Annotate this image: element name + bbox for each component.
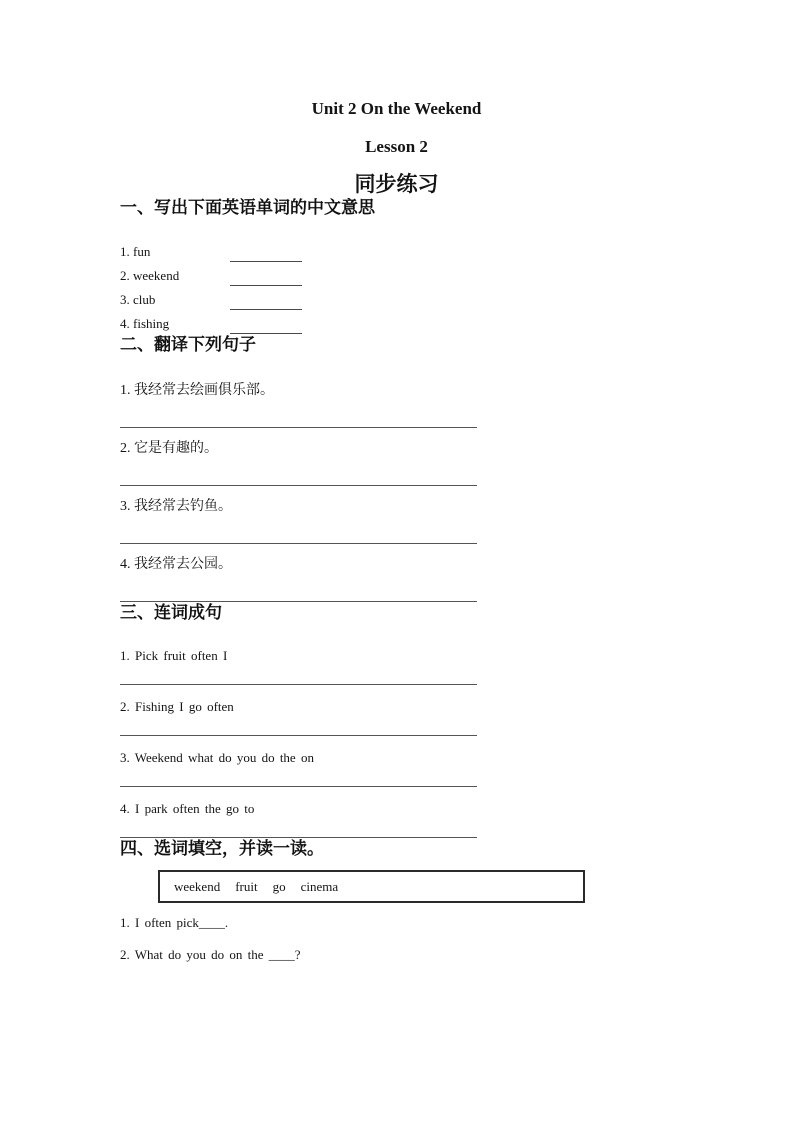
lesson-title: Lesson 2	[365, 137, 428, 156]
reorder-sentence: 2. Fishing I go often	[120, 699, 234, 714]
word-bank-word: fruit	[235, 878, 258, 894]
word-label: 1. fun	[120, 244, 151, 259]
section-3-heading: 三、连词成句	[120, 603, 222, 622]
translate-sentence: 3. 我经常去钓鱼。	[120, 499, 232, 514]
section-2-items	[120, 382, 585, 602]
word-bank-word: cinema	[300, 878, 339, 894]
word-item	[120, 238, 585, 262]
section-1-heading: 一、写出下面英语单词的中文意思	[120, 198, 375, 217]
section-2-heading: 二、翻译下列句子	[120, 335, 256, 354]
answer-blank-line	[230, 244, 302, 262]
answer-line	[120, 786, 477, 787]
reorder-sentence: 4. I park often the go to	[120, 801, 255, 816]
unit-title: Unit 2 On the Weekend	[311, 99, 482, 118]
word-label: 2. weekend	[120, 268, 180, 283]
translate-sentence: 2. 它是有趣的。	[120, 441, 218, 456]
word-bank-box	[158, 870, 585, 903]
section-4-body	[120, 870, 585, 963]
answer-blank-line	[230, 292, 302, 310]
worksheet-subtitle: 同步练习	[354, 173, 439, 196]
translate-sentence: 1. 我经常去绘画俱乐部。	[120, 383, 274, 398]
answer-line	[120, 543, 477, 544]
worksheet-content	[120, 197, 585, 963]
answer-blank-line	[230, 316, 302, 334]
answer-line	[120, 485, 477, 486]
section-3-items	[120, 647, 585, 838]
answer-line	[120, 684, 477, 685]
word-item	[120, 262, 585, 286]
word-bank-word: go	[272, 878, 286, 894]
reorder-sentence: 1. Pick fruit often I	[120, 648, 228, 663]
section-1-word-list	[120, 238, 585, 334]
fill-blank-sentence: 2. What do you do on the ____?	[120, 947, 301, 962]
word-label: 4. fishing	[120, 316, 170, 331]
word-item	[120, 310, 585, 334]
section-4-heading: 四、选词填空，并读一读。	[120, 839, 324, 858]
answer-line	[120, 427, 477, 428]
word-item	[120, 286, 585, 310]
answer-blank-line	[230, 268, 302, 286]
title-block	[0, 0, 793, 197]
word-bank-word: weekend	[174, 878, 221, 894]
word-label: 3. club	[120, 292, 156, 307]
translate-sentence: 4. 我经常去公园。	[120, 557, 232, 572]
fill-blank-sentence: 1. I often pick____.	[120, 915, 229, 930]
answer-line	[120, 735, 477, 736]
reorder-sentence: 3. Weekend what do you do the on	[120, 750, 314, 765]
